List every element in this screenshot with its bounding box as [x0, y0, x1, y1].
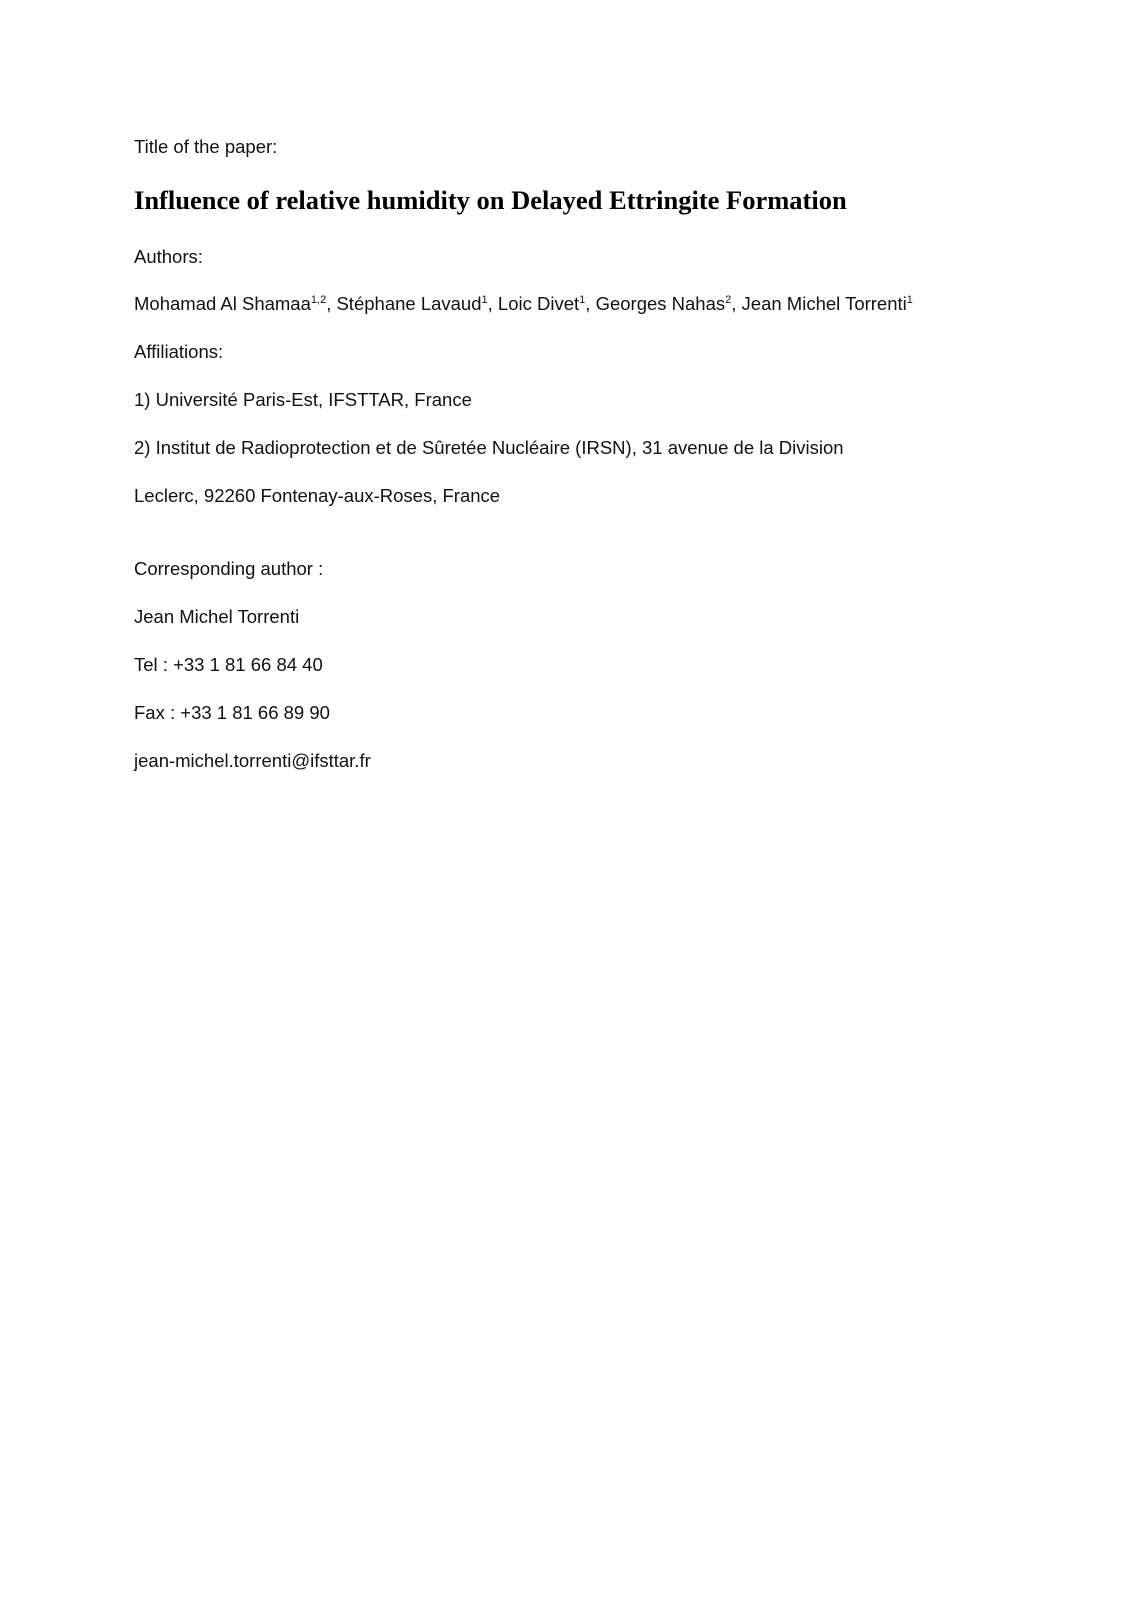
author-name: Stéphane Lavaud — [336, 293, 482, 314]
affiliation-item: 2) Institut de Radioprotection et de Sûretée Nucléaire (IRSN), 31 avenue de la Division — [134, 437, 844, 458]
authors-list — [134, 292, 913, 316]
affiliation-item: 1) Université Paris-Est, IFSTTAR, France — [134, 389, 472, 410]
author-affiliation-number: 1 — [579, 294, 586, 306]
author-separator: , — [326, 293, 337, 314]
corresponding-author-name: Jean Michel Torrenti — [134, 606, 300, 627]
author-separator: , — [585, 293, 596, 314]
corresponding-author-email: jean-michel.torrenti@ifsttar.fr — [134, 750, 371, 771]
corresponding-author-fax: Fax : +33 1 81 66 89 90 — [134, 702, 330, 723]
author-affiliation-number: 1 — [481, 294, 488, 306]
affiliation-item-continued: Leclerc, 92260 Fontenay-aux-Roses, France — [134, 485, 501, 506]
corresponding-author-tel: Tel : +33 1 81 66 84 40 — [134, 654, 323, 675]
author-name: Loic Divet — [497, 293, 580, 314]
author-affiliation-number: 2 — [725, 294, 732, 306]
title-label: Title of the paper: — [134, 136, 278, 157]
authors-label: Authors: — [134, 246, 203, 267]
author-name: Mohamad Al Shamaa — [134, 293, 311, 314]
paper-title: Influence of relative humidity on Delayed Ettringite Formation — [134, 185, 847, 215]
affiliations-label: Affiliations: — [134, 341, 224, 362]
author-separator: , — [731, 293, 742, 314]
author-affiliation-number: 1 — [906, 294, 913, 306]
author-name: Georges Nahas — [595, 293, 726, 314]
author-separator: , — [487, 293, 498, 314]
author-name: Jean Michel Torrenti — [741, 293, 907, 314]
corresponding-author-label: Corresponding author : — [134, 558, 324, 579]
author-affiliation-number: 1,2 — [310, 294, 327, 306]
